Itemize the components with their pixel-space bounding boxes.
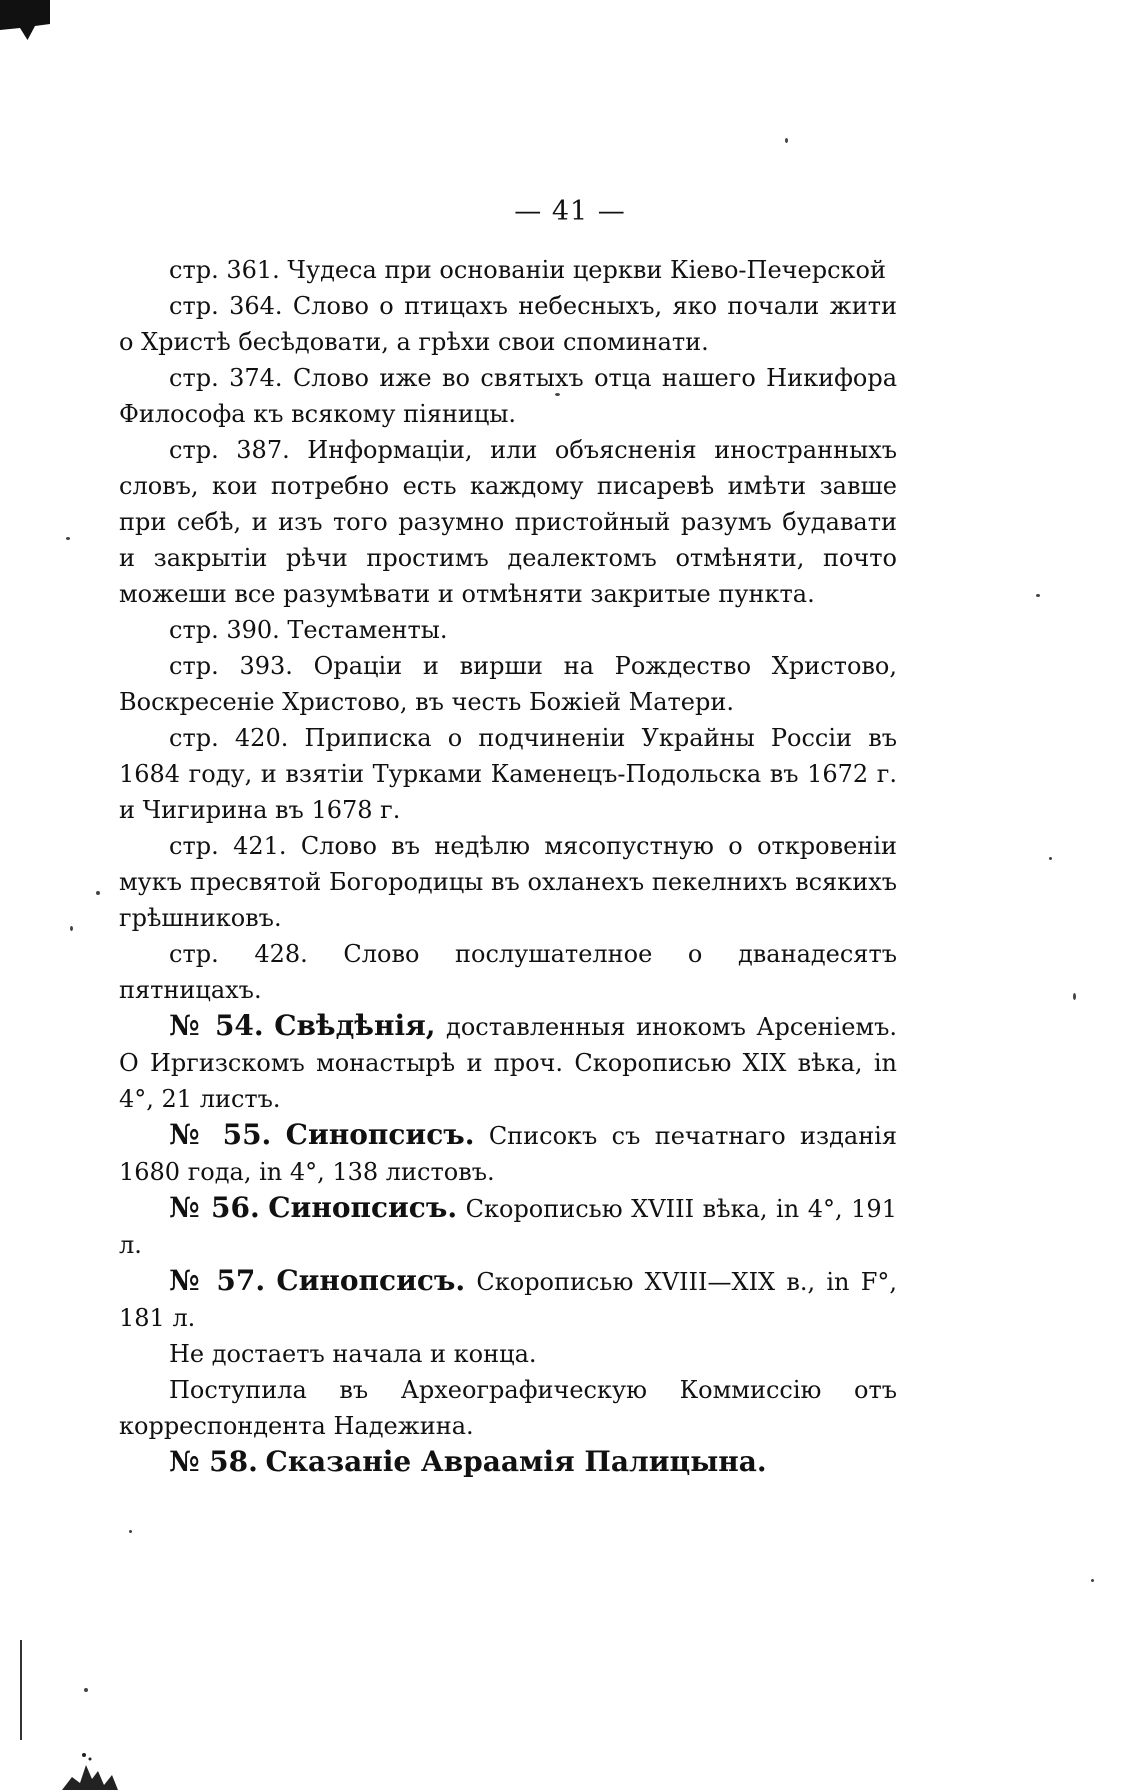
scan-speck bbox=[129, 1530, 132, 1533]
catalog-paragraph: стр. 361. Чудеса при основаніи церкви Кіево-Печерской bbox=[169, 256, 886, 284]
entry-title: Сказаніе Авраамія Палицына. bbox=[265, 1445, 767, 1478]
entry-note: Поступила въ Археографическую Коммиссію отъ корреспондента Надежина. bbox=[119, 1376, 897, 1440]
scan-speck bbox=[1036, 594, 1040, 597]
entry-number: № 55. bbox=[169, 1118, 272, 1151]
scan-speck bbox=[1091, 1579, 1094, 1582]
scan-speck bbox=[66, 537, 70, 540]
scan-corner-mark bbox=[0, 0, 50, 40]
entry-note: Не достаетъ начала и конца. bbox=[169, 1340, 537, 1368]
catalog-paragraph: стр. 421. Слово въ недѣлю мясопустную о откровеніи мукъ пресвятой Богородицы въ охланехъ пекелнихъ всякихъ грѣшниковъ. bbox=[119, 832, 897, 932]
scan-smudge bbox=[62, 1745, 132, 1790]
scan-edge-line bbox=[20, 1640, 22, 1740]
scan-speck bbox=[96, 891, 100, 895]
catalog-paragraph: стр. 374. Слово иже во святыхъ отца нашего Никифора Философа къ всякому піяницы. bbox=[119, 364, 897, 428]
entry-number: № 58. bbox=[169, 1445, 258, 1478]
manuscript-entry bbox=[119, 1008, 897, 1117]
entry-title: Синопсисъ. bbox=[276, 1264, 466, 1297]
entry-number: № 57. bbox=[169, 1264, 266, 1297]
scan-speck bbox=[1073, 993, 1076, 1000]
entry-description: Скорописью XVIII вѣка, in 4°, 191 л. bbox=[119, 1195, 897, 1259]
entry-description: доставленныя инокомъ Арсеніемъ. О Иргизскомъ монастырѣ и проч. Скорописью XIX вѣка, in 4°, 21 листъ. bbox=[119, 1013, 897, 1113]
scan-speck bbox=[785, 138, 788, 143]
catalog-paragraph: стр. 420. Приписка о подчиненіи Украйны Россіи въ 1684 году, и взятіи Турками Каменецъ-Подольска въ 1672 г. и Чигирина въ 1678 г. bbox=[119, 724, 897, 824]
catalog-paragraph: стр. 393. Ораціи и вирши на Рождество Христово, Воскресеніе Христово, въ честь Божіей Матери. bbox=[119, 652, 897, 716]
manuscript-entry bbox=[119, 1117, 897, 1190]
page-number: — 41 — bbox=[514, 196, 626, 227]
entry-title: Свѣдѣнія, bbox=[274, 1009, 436, 1042]
manuscript-entry bbox=[119, 1263, 897, 1336]
scan-speck bbox=[70, 926, 73, 931]
catalog-paragraph: стр. 428. Слово послушателное о дванадесятъ пятницахъ. bbox=[119, 940, 897, 1004]
entry-number: № 54. bbox=[169, 1009, 264, 1042]
manuscript-entry bbox=[119, 1190, 897, 1263]
scan-speck bbox=[1049, 857, 1052, 860]
entry-title: Синопсисъ. bbox=[268, 1191, 458, 1224]
entry-description: Скорописью XVIII—XIX в., in F°, 181 л. bbox=[119, 1268, 897, 1332]
manuscript-entry bbox=[119, 1444, 897, 1481]
catalog-paragraph: стр. 390. Тестаменты. bbox=[169, 616, 448, 644]
catalog-paragraph: стр. 387. Информаціи, или объясненія иностранныхъ словъ, кои потребно есть каждому писаревѣ имѣти завше при себѣ, и изъ того разумно пристойный разумъ будавати и закрытіи рѣчи простимъ деалектомъ отмѣняти, почто можеши все разумѣвати и отмѣняти закритые пункта. bbox=[119, 436, 897, 608]
entry-number: № 56. bbox=[169, 1191, 260, 1224]
scan-speck bbox=[84, 1688, 88, 1692]
catalog-paragraph: стр. 364. Слово о птицахъ небесныхъ, яко почали жити о Христѣ бесѣдовати, а грѣхи свои споминати. bbox=[119, 292, 897, 356]
entry-description: Списокъ съ печатнаго изданія 1680 года, in 4°, 138 листовъ. bbox=[119, 1122, 897, 1186]
entry-title: Синопсисъ. bbox=[285, 1118, 475, 1151]
document-body bbox=[119, 252, 897, 1481]
